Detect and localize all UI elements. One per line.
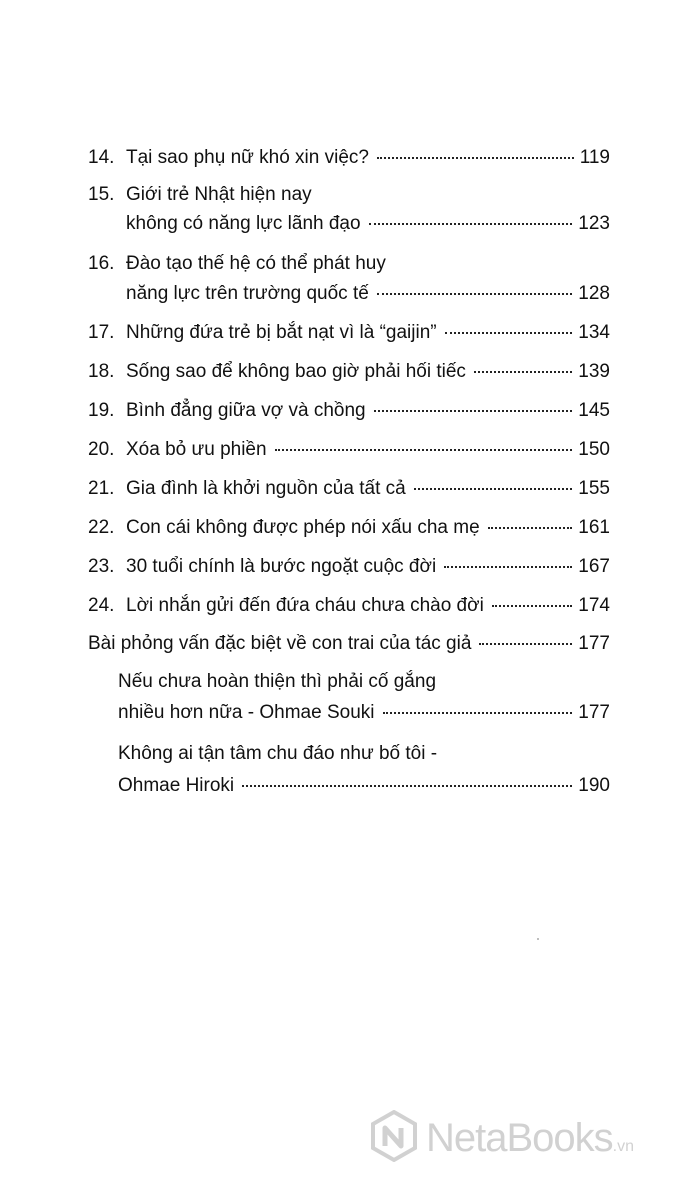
entry-title: 30 tuổi chính là bước ngoặt cuộc đời [126, 556, 437, 577]
sub-title: Không ai tận tâm chu đáo như bố tôi - [118, 743, 438, 764]
entry-title: Những đứa trẻ bị bắt nạt vì là “gaijin” [126, 322, 437, 343]
entry-title: Gia đình là khởi nguồn của tất cả [126, 478, 406, 499]
entry-number: 16. [88, 253, 115, 274]
entry-page: 174 [578, 595, 610, 616]
dot-leader [414, 488, 573, 490]
dot-leader [377, 293, 572, 295]
entry-number: 15. [88, 184, 115, 205]
entry-page: 145 [578, 400, 610, 421]
special-page: 177 [578, 633, 610, 654]
toc-sub-1-line1 [118, 670, 436, 694]
entry-title-continued: năng lực trên trường quốc tế [126, 283, 369, 304]
sub-title-continued: nhiều hơn nữa - Ohmae Souki [118, 702, 375, 723]
toc-entry-21 [88, 477, 610, 501]
toc-sub-2-line1 [118, 742, 437, 766]
special-title: Bài phỏng vấn đặc biệt về con trai của tác giả [88, 633, 472, 654]
entry-number: 22. [88, 517, 115, 538]
watermark-text: NetaBooks.vn [426, 1115, 635, 1160]
dot-leader [444, 566, 572, 568]
entry-number: 17. [88, 322, 115, 343]
toc-entry-22 [88, 516, 610, 540]
toc-entry-16-line2 [126, 282, 610, 306]
sub-page: 190 [578, 775, 610, 796]
dot-leader [275, 449, 573, 451]
entry-page: 134 [578, 322, 610, 343]
entry-page: 150 [578, 439, 610, 460]
toc-entry-15-line2 [126, 212, 610, 236]
entry-title: Đào tạo thế hệ có thể phát huy [126, 253, 386, 274]
sub-title-continued: Ohmae Hiroki [118, 775, 235, 796]
toc-entry-20 [88, 438, 610, 462]
dot-leader [242, 785, 572, 787]
entry-title: Con cái không được phép nói xấu cha mẹ [126, 517, 480, 538]
watermark [368, 1112, 688, 1164]
entry-page: 167 [578, 556, 610, 577]
dot-leader [492, 605, 572, 607]
toc-entry-17 [88, 321, 610, 345]
dot-leader [479, 643, 572, 645]
entry-number: 23. [88, 556, 115, 577]
toc-entry-23 [88, 555, 610, 579]
entry-number: 14. [88, 147, 115, 168]
entry-number: 19. [88, 400, 115, 421]
entry-page: 161 [578, 517, 610, 538]
entry-title-continued: không có năng lực lãnh đạo [126, 213, 361, 234]
entry-page: 139 [578, 361, 610, 382]
toc-special-interview [88, 632, 610, 656]
toc-entry-15-line1 [88, 183, 312, 207]
toc-entry-24 [88, 594, 610, 618]
entry-number: 18. [88, 361, 115, 382]
toc-entry-16-line1 [88, 252, 386, 276]
entry-page: 123 [578, 213, 610, 234]
paper-speck [537, 938, 539, 940]
netabooks-logo-icon [368, 1110, 420, 1167]
toc-entry-18 [88, 360, 610, 384]
entry-page: 155 [578, 478, 610, 499]
dot-leader [474, 371, 572, 373]
dot-leader [369, 223, 573, 225]
entry-number: 20. [88, 439, 115, 460]
dot-leader [374, 410, 573, 412]
toc-sub-1-line2 [118, 701, 610, 725]
dot-leader [377, 157, 574, 159]
entry-page: 119 [579, 147, 610, 168]
toc-entry-14 [88, 146, 610, 170]
sub-page: 177 [578, 702, 610, 723]
entry-title: Tại sao phụ nữ khó xin việc? [126, 147, 369, 168]
entry-title: Xóa bỏ ưu phiền [126, 439, 267, 460]
entry-number: 21. [88, 478, 115, 499]
dot-leader [445, 332, 573, 334]
entry-page: 128 [578, 283, 610, 304]
sub-title: Nếu chưa hoàn thiện thì phải cố gắng [118, 671, 437, 692]
entry-title: Sống sao để không bao giờ phải hối tiếc [126, 361, 466, 382]
entry-title: Bình đẳng giữa vợ và chồng [126, 400, 366, 421]
entry-title: Lời nhắn gửi đến đứa cháu chưa chào đời [126, 595, 484, 616]
entry-title: Giới trẻ Nhật hiện nay [126, 184, 312, 205]
dot-leader [383, 712, 573, 714]
entry-number: 24. [88, 595, 115, 616]
toc-entry-19 [88, 399, 610, 423]
toc-sub-2-line2 [118, 774, 610, 798]
dot-leader [488, 527, 573, 529]
